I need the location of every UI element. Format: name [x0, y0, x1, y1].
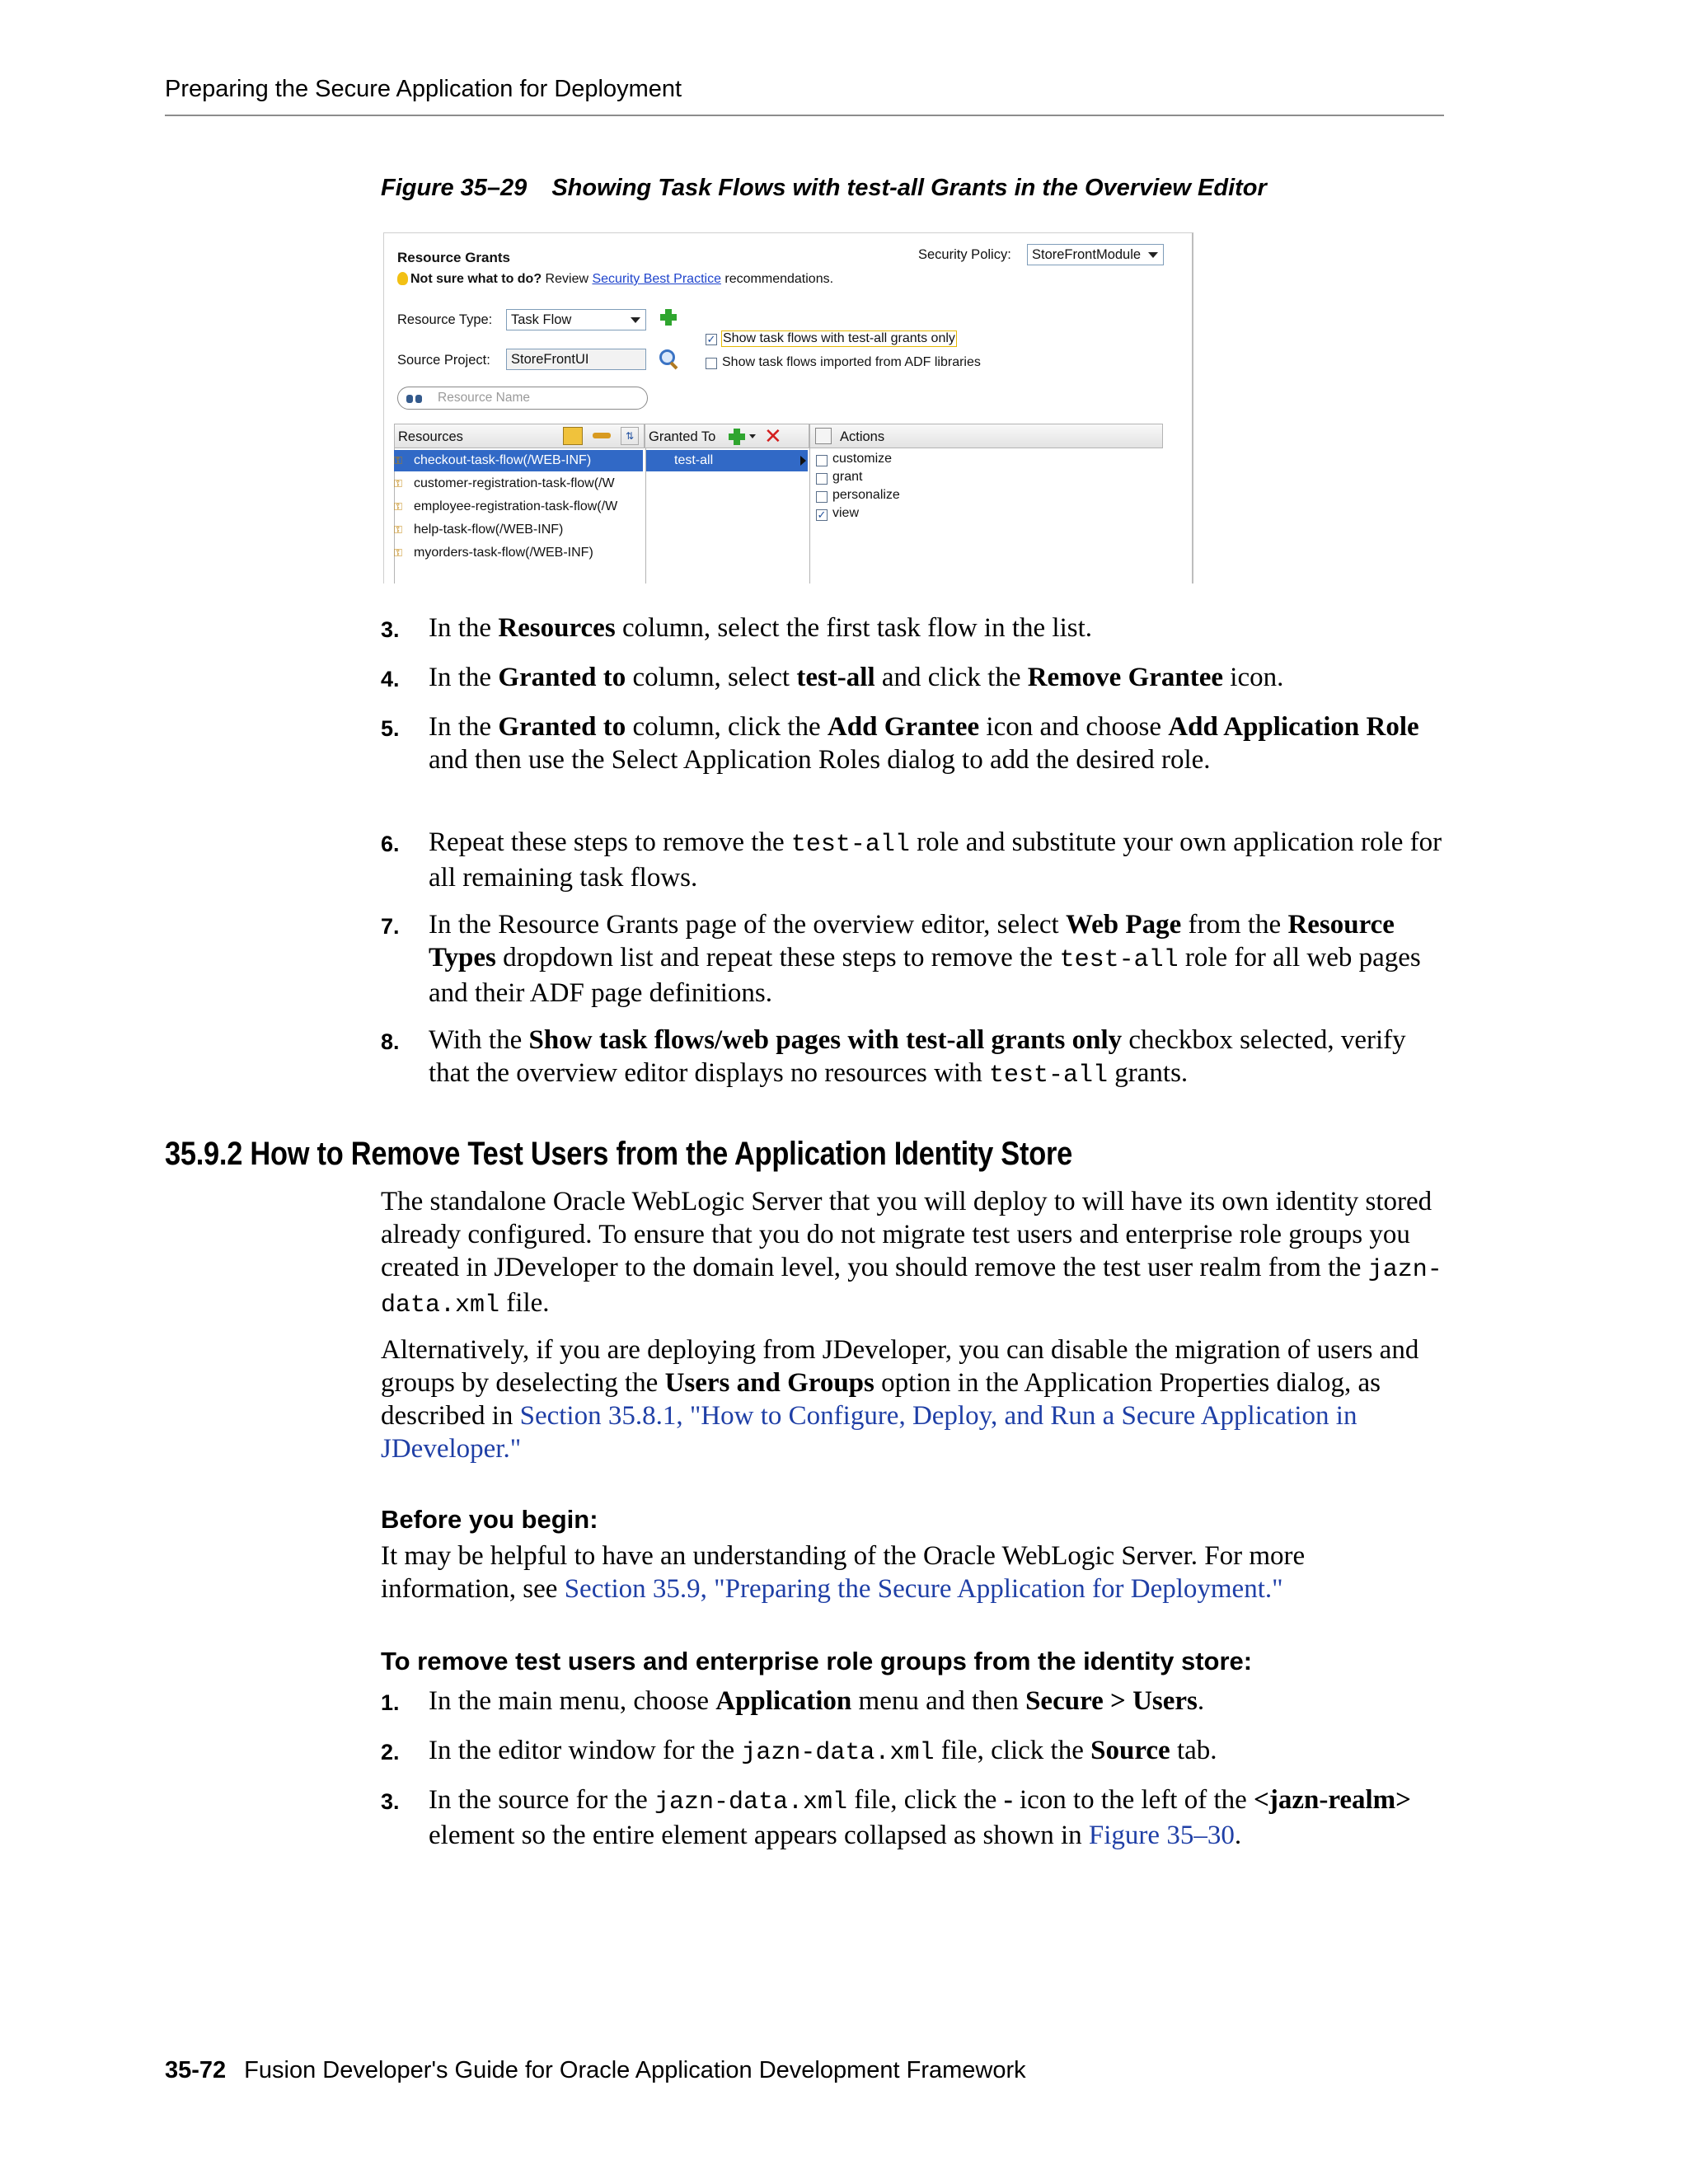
alternative-text: option in the Application Properties dialog, as described in — [381, 1368, 1381, 1431]
grant-step-3 — [381, 710, 1452, 776]
hint-pre: Review — [542, 272, 593, 286]
actions-column-header — [809, 424, 1163, 448]
step-text: test-all — [796, 663, 875, 692]
add-grantee-icon[interactable] — [728, 428, 746, 446]
alternative-link[interactable]: Section 35.8.1, "How to Configure, Deploy, and Run a Secure Application in JDeveloper." — [381, 1401, 1357, 1464]
intro-text: jazn-data.xml — [381, 1256, 1442, 1319]
testall-checkbox-label: Show task flows with test-all grants only — [723, 331, 955, 345]
resource-grants-screenshot — [383, 232, 1193, 583]
book-title: Fusion Developer's Guide for Oracle Application Development Framework — [244, 2057, 1026, 2083]
action-personalize-checkbox[interactable] — [816, 491, 828, 503]
action-customize-checkbox[interactable] — [816, 455, 828, 466]
remove-step-1 — [381, 1685, 1452, 1718]
step-text: from the — [1181, 910, 1288, 940]
grantee-row[interactable]: test-all — [646, 450, 808, 471]
resource-grants-title: Resource Grants — [397, 250, 510, 265]
resource-type-label: Resource Type: — [397, 312, 493, 327]
remove-step-3 — [381, 1783, 1452, 1852]
binoculars-icon — [406, 392, 423, 404]
intro-paragraph — [381, 1185, 1444, 1322]
step-text: menu and then — [851, 1686, 1026, 1716]
chevron-right-icon — [800, 456, 806, 466]
testall-checkbox[interactable]: ✓ — [706, 333, 716, 345]
before-you-begin-heading: Before you begin: — [381, 1505, 598, 1534]
step-text — [429, 826, 1451, 894]
step-text — [429, 1685, 1451, 1718]
step-text: file, click the — [934, 1736, 1091, 1765]
actions-icon[interactable] — [815, 428, 832, 444]
step-number: 7. — [381, 914, 400, 939]
step-text: role and substitute your own application role for all remaining task flows. — [429, 827, 1442, 893]
step-text: grants. — [1108, 1058, 1189, 1088]
action-personalize-label: personalize — [832, 488, 900, 502]
step-text: icon. — [1223, 663, 1284, 692]
page-number: 35-72 — [165, 2057, 227, 2083]
resources-header-label: Resources — [398, 429, 463, 444]
remove-grantee-icon[interactable]: ✕ — [764, 424, 782, 448]
step-text: In the editor window for the — [429, 1736, 742, 1765]
alternative-paragraph — [381, 1333, 1444, 1465]
task-flow-icon: ⚿ — [394, 499, 402, 513]
remove-step-2 — [381, 1734, 1452, 1769]
section-heading: 35.9.2 How to Remove Test Users from the Application Identity Store — [165, 1136, 1072, 1172]
resource-row-4[interactable]: ⚿ help-task-flow(/WEB-INF) — [394, 523, 564, 537]
resources-column-header — [394, 424, 645, 448]
sort-icon[interactable]: ⇅ — [621, 427, 639, 445]
step-text: With the — [429, 1025, 529, 1055]
step-text: column, select — [626, 663, 797, 692]
step-text: In the source for the — [429, 1785, 654, 1815]
grant-step-2 — [381, 661, 1452, 694]
chevron-down-icon[interactable] — [749, 434, 756, 438]
step-text: Repeat these steps to remove the — [429, 827, 791, 857]
search-icon[interactable] — [659, 349, 678, 368]
step-text — [429, 612, 1451, 644]
add-resource-icon[interactable] — [659, 307, 678, 327]
intro-text: file. — [499, 1288, 550, 1318]
step-text: file, click the — [847, 1785, 1004, 1815]
security-policy-label: Security Policy: — [918, 247, 1011, 262]
step-text — [429, 1734, 1451, 1769]
step-text: In the main menu, choose — [429, 1686, 716, 1716]
step-number: 3. — [381, 1789, 400, 1814]
step-text: and click the — [874, 663, 1028, 692]
chevron-down-icon — [631, 317, 640, 323]
step-number: 3. — [381, 617, 400, 642]
running-header: Preparing the Secure Application for Deployment — [165, 76, 682, 102]
header-rule — [165, 115, 1444, 116]
source-project-field — [506, 349, 646, 370]
security-policy-value: StoreFrontModule — [1032, 247, 1142, 262]
resource-name-search[interactable] — [397, 387, 648, 410]
grant-step-5 — [381, 908, 1452, 1010]
step-text: tab. — [1170, 1736, 1217, 1765]
task-flow-icon: ⚿ — [394, 453, 402, 466]
search-placeholder: Resource Name — [438, 391, 530, 405]
step-text — [429, 661, 1451, 694]
intro-text: The standalone Oracle WebLogic Server that you will deploy to will have its own identity stored already configured. To ensure that you do not migrate test users and enterprise role groups you created in JDeveloper to the domain level, you should remove the test user realm from the — [381, 1187, 1432, 1282]
task-flow-icon: ⚿ — [394, 476, 402, 490]
alternative-text: Alternatively, if you are deploying from JDeveloper, you can disable the migration of users and groups by deselecting the — [381, 1335, 1419, 1398]
resource-row-5[interactable]: ⚿ myorders-task-flow(/WEB-INF) — [394, 546, 593, 560]
before-text: It may be helpful to have an understanding of the Oracle WebLogic Server. For more information, see — [381, 1541, 1306, 1604]
chevron-down-icon — [1148, 252, 1158, 258]
lock-icon[interactable] — [563, 427, 583, 445]
step-text: test-all — [989, 1062, 1109, 1090]
grant-step-6 — [381, 1024, 1452, 1092]
step-number: 4. — [381, 667, 400, 691]
step-link[interactable]: Figure 35–30 — [1088, 1821, 1235, 1850]
step-text: - — [1003, 1785, 1013, 1815]
resource-row-2[interactable]: ⚿ customer-registration-task-flow(/W — [394, 476, 615, 490]
key-icon[interactable] — [593, 433, 611, 438]
step-text — [429, 1783, 1451, 1852]
step-text: Resource Types — [429, 910, 1395, 972]
step-text: Application — [715, 1686, 852, 1716]
page-footer — [165, 2057, 1026, 2084]
step-text: In the — [429, 613, 499, 643]
step-number: 1. — [381, 1690, 400, 1715]
step-text: role for all web pages and their ADF page definitions. — [429, 943, 1421, 1008]
source-project-label: Source Project: — [397, 353, 490, 368]
step-text: Resources — [498, 613, 616, 643]
alternative-text: Users and Groups — [664, 1368, 874, 1398]
step-number: 6. — [381, 832, 400, 856]
grant-step-4 — [381, 826, 1452, 894]
action-view-label: view — [832, 506, 860, 520]
granted-to-header-label: Granted To — [649, 429, 716, 444]
step-text: Remove Grantee — [1027, 663, 1224, 692]
step-text: <jazn-realm> — [1254, 1785, 1411, 1815]
step-text: In the — [429, 712, 499, 742]
figure-caption — [381, 175, 1267, 202]
step-text: In the — [429, 663, 499, 692]
step-text: icon and choose — [979, 712, 1169, 742]
resource-type-value: Task Flow — [511, 312, 572, 327]
before-you-begin-paragraph — [381, 1540, 1444, 1605]
action-grant-checkbox[interactable] — [816, 473, 828, 485]
step-text: Web Page — [1065, 910, 1182, 940]
resource-row-1[interactable]: ⚿ checkout-task-flow(/WEB-INF) — [394, 450, 643, 471]
step-text: jazn-data.xml — [741, 1739, 935, 1767]
task-flow-icon: ⚿ — [394, 546, 402, 559]
step-text — [429, 908, 1451, 1010]
step-text: test-all — [790, 831, 910, 859]
step-number: 2. — [381, 1740, 400, 1765]
hint-bold: Not sure what to do? — [410, 272, 542, 286]
step-text: column, click the — [626, 712, 828, 742]
step-text: icon to the left of the — [1012, 1785, 1254, 1815]
step-text: . — [1197, 1686, 1205, 1716]
grant-step-1 — [381, 612, 1452, 644]
step-text: . — [1234, 1821, 1242, 1850]
security-best-practice-link[interactable]: Security Best Practice — [592, 272, 721, 286]
adf-libraries-checkbox[interactable] — [706, 358, 717, 369]
step-number: 5. — [381, 716, 400, 741]
step-text: Granted to — [498, 663, 626, 692]
step-text: Granted to — [498, 712, 626, 742]
source-project-value: StoreFrontUI — [511, 352, 589, 367]
figure-number: Figure 35–29 — [381, 175, 528, 201]
action-view-checkbox[interactable]: ✓ — [817, 509, 827, 521]
adf-libraries-checkbox-label: Show task flows imported from ADF libraries — [722, 355, 981, 369]
step-text: column, select the first task flow in the list. — [615, 613, 1092, 643]
step-text: Add Grantee — [827, 712, 980, 742]
step-text — [429, 1024, 1451, 1092]
resource-row-3[interactable]: ⚿ employee-registration-task-flow(/W — [394, 499, 618, 513]
step-text: dropdown list and repeat these steps to remove the — [495, 943, 1060, 972]
step-text: test-all — [1059, 946, 1179, 974]
figure-title: Showing Task Flows with test-all Grants in the Overview Editor — [551, 175, 1267, 201]
procedure-heading: To remove test users and enterprise role groups from the identity store: — [381, 1647, 1253, 1675]
task-flow-icon: ⚿ — [394, 523, 402, 536]
granted-to-column-header — [645, 424, 809, 448]
step-text: In the Resource Grants page of the overview editor, select — [429, 910, 1066, 940]
step-text: Add Application Role — [1168, 712, 1419, 742]
before-link[interactable]: Section 35.9, "Preparing the Secure Application for Deployment." — [564, 1574, 1283, 1604]
step-text: element so the entire element appears collapsed as shown in — [429, 1821, 1089, 1850]
hint-line — [397, 272, 833, 287]
step-text: Secure > Users — [1025, 1686, 1198, 1716]
security-policy-select[interactable] — [1027, 244, 1164, 265]
step-text: and then use the Select Application Roles dialog to add the desired role. — [429, 745, 1211, 775]
step-text — [429, 710, 1451, 776]
step-text: checkbox selected, verify that the overview editor displays no resources with — [429, 1025, 1406, 1088]
action-customize-label: customize — [832, 452, 893, 466]
step-text: Source — [1090, 1736, 1170, 1765]
actions-header-label: Actions — [840, 429, 885, 444]
step-text: Show task flows/web pages with test-all grants only — [528, 1025, 1123, 1055]
resource-type-select[interactable] — [506, 309, 646, 330]
lightbulb-icon — [397, 272, 408, 285]
step-number: 8. — [381, 1029, 400, 1054]
step-text: jazn-data.xml — [654, 1788, 848, 1816]
hint-post: recommendations. — [720, 272, 834, 286]
action-grant-label: grant — [832, 470, 863, 484]
